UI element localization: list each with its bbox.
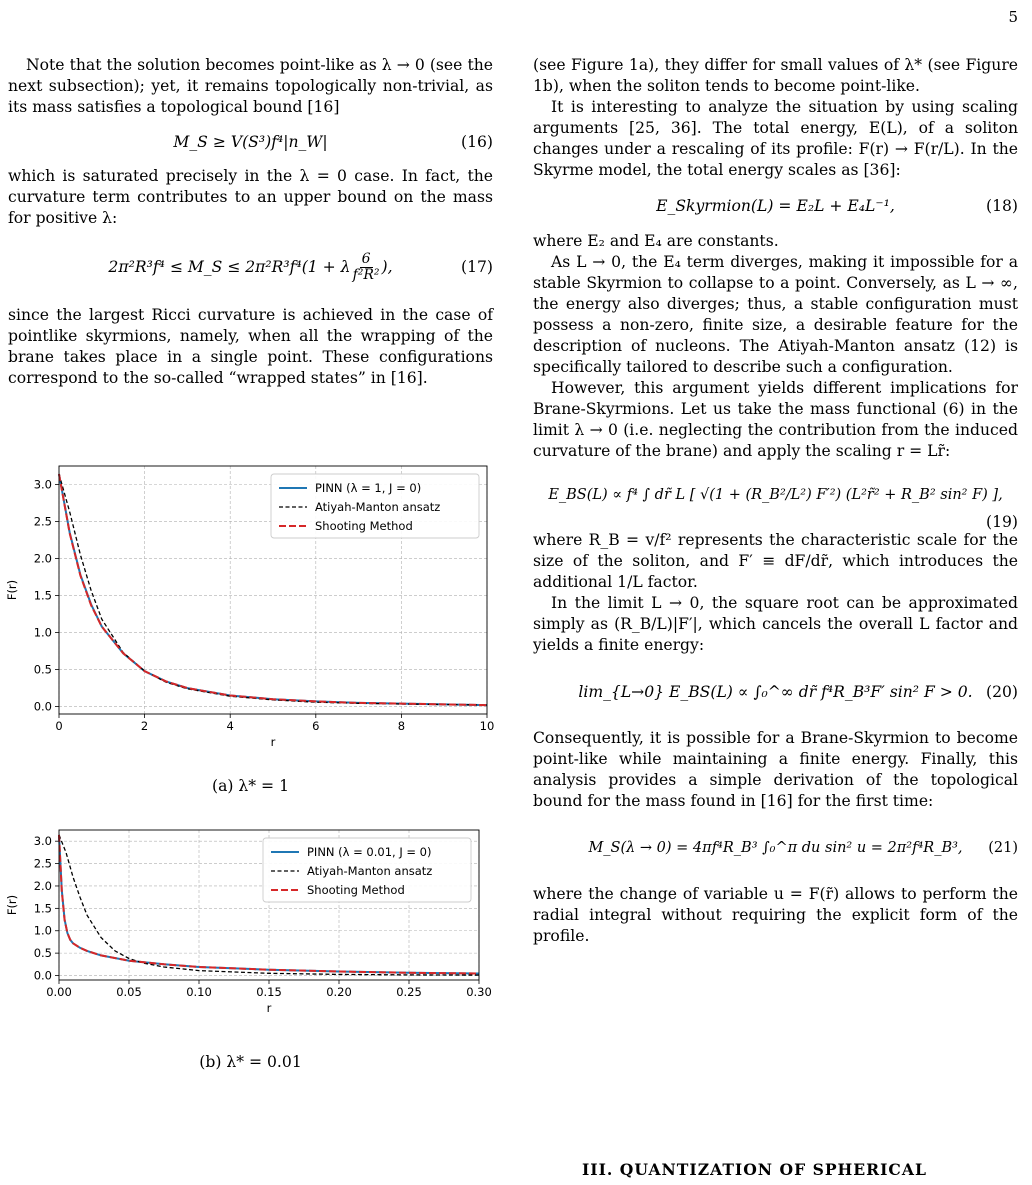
y-tick-label: 2.0 bbox=[33, 878, 52, 893]
y-tick-label: 3.0 bbox=[33, 477, 52, 492]
equation-19-body: E_BS(L) ∝ f⁴ ∫ dr̃ L [ √(1 + (R_B²/L²) F′²) (L²r̃² + R_B² sin² F) ], bbox=[548, 486, 1003, 503]
equation-21-number: (21) bbox=[988, 839, 1018, 856]
equation-17 bbox=[8, 229, 493, 305]
left-paragraph-3: since the largest Ricci curvature is achieved in the case of pointlike skyrmions, namely, when all the wrapping of the brane takes place in a single point. These configurations correspond to the so-called “wrapped states” in [16]. bbox=[8, 306, 493, 387]
y-tick-label: 1.0 bbox=[33, 923, 52, 938]
right-paragraph-6: where R_B = v/f² represents the characteristic scale for the size of the soliton, and F′ ≡ dF/dr̃, which introduces the additional 1/L factor. bbox=[533, 531, 1018, 591]
x-tick-label: 8 bbox=[397, 719, 406, 733]
figure-1a-chart bbox=[4, 458, 496, 758]
y-tick-label: 0.0 bbox=[33, 968, 52, 983]
equation-20-number: (20) bbox=[985, 682, 1018, 701]
figure-1b-caption: (b) λ* = 0.01 bbox=[199, 1053, 302, 1071]
equation-18 bbox=[533, 181, 1018, 231]
x-tick-label: 0.25 bbox=[396, 985, 422, 999]
x-tick-label: 0 bbox=[55, 719, 63, 733]
equation-17-right: ), bbox=[381, 257, 393, 276]
right-paragraph-3: where E₂ and E₄ are constants. bbox=[533, 232, 779, 250]
legend-label: Shooting Method bbox=[315, 519, 413, 533]
page-number: 5 bbox=[1008, 8, 1018, 26]
right-paragraph-9: where the change of variable u = F(r̃) allows to perform the radial integral without requiring the explicit form of the profile. bbox=[533, 885, 1018, 945]
legend-label: Atiyah-Manton ansatz bbox=[307, 864, 433, 878]
x-tick-label: 4 bbox=[226, 719, 234, 733]
section-heading: III. QUANTIZATION OF SPHERICAL bbox=[582, 1160, 927, 1179]
equation-17-numerator: 6 bbox=[361, 250, 371, 267]
equation-18-number: (18) bbox=[985, 196, 1018, 215]
equation-17-number: (17) bbox=[460, 257, 493, 276]
equation-21-body: M_S(λ → 0) = 4πf⁴R_B³ ∫₀^π du sin² u = 2π²f⁴R_B³, bbox=[588, 839, 963, 856]
legend-label: PINN (λ = 1, J = 0) bbox=[315, 481, 422, 495]
equation-17-left: 2π²R³f⁴ ≤ M_S ≤ 2π²R³f⁴(1 + λ bbox=[108, 257, 351, 276]
figure-1a-caption: (a) λ* = 1 bbox=[211, 777, 289, 795]
y-tick-label: 2.5 bbox=[33, 514, 52, 529]
y-tick-label: 1.0 bbox=[33, 625, 52, 640]
y-axis-label: F(r) bbox=[5, 579, 19, 601]
x-tick-label: 0.10 bbox=[186, 985, 212, 999]
left-column bbox=[8, 55, 493, 389]
figure-1b-chart bbox=[4, 826, 496, 1026]
legend-label: Shooting Method bbox=[307, 883, 405, 897]
x-tick-label: 10 bbox=[479, 719, 495, 733]
y-tick-label: 2.0 bbox=[33, 551, 52, 566]
x-tick-label: 0.20 bbox=[326, 985, 352, 999]
y-tick-label: 0.5 bbox=[33, 662, 52, 677]
x-tick-label: 6 bbox=[312, 719, 320, 733]
right-paragraph-2: It is interesting to analyze the situation by using scaling arguments [25, 36]. The total energy, E(L), of a soliton changes under a rescaling of its profile: F(r) → F(r/L). In the Skyrme model, the total energy scales as [36]: bbox=[533, 98, 1018, 179]
legend-label: PINN (λ = 0.01, J = 0) bbox=[307, 845, 432, 859]
x-tick-label: 0.05 bbox=[116, 985, 142, 999]
right-paragraph-4: As L → 0, the E₄ term diverges, making it impossible for a stable Skyrmion to collapse to a point. Conversely, as L → ∞, the energy also diverges; thus, a stable configuration must possess a non-zero, finite size, a desirable feature for the description of nucleons. The Atiyah-Manton ansatz (12) is specifically tailored to describe such a configuration. bbox=[533, 253, 1018, 376]
y-axis-label: F(r) bbox=[5, 894, 19, 916]
x-tick-label: 0.15 bbox=[256, 985, 282, 999]
right-paragraph-7: In the limit L → 0, the square root can be approximated simply as (R_B/L)|F′|, which cancels the overall L factor and yields a finite energy: bbox=[533, 594, 1018, 654]
equation-17-fraction bbox=[353, 252, 380, 283]
x-tick-label: 2 bbox=[140, 719, 149, 733]
y-tick-label: 2.5 bbox=[33, 856, 52, 871]
y-tick-label: 0.5 bbox=[33, 946, 52, 961]
y-tick-label: 1.5 bbox=[33, 901, 52, 916]
right-column bbox=[533, 55, 1018, 947]
x-tick-label: 0.30 bbox=[466, 985, 492, 999]
x-tick-label: 0.00 bbox=[46, 985, 72, 999]
y-tick-label: 0.0 bbox=[33, 699, 52, 714]
equation-21 bbox=[533, 812, 1018, 884]
right-paragraph-8: Consequently, it is possible for a Brane-Skyrmion to become point-like while maintaining a finite energy. Finally, this analysis provides a simple derivation of the topological bound for the mass found in [16] for the first time: bbox=[533, 729, 1018, 810]
x-axis-label: r bbox=[270, 735, 276, 749]
left-paragraph-1: Note that the solution becomes point-like as λ → 0 (see the next subsection); yet, it remains topologically non-trivial, as its mass satisfies a topological bound [16] bbox=[8, 56, 493, 116]
right-paragraph-5: However, this argument yields different implications for Brane-Skyrmions. Let us take the mass functional (6) in the limit λ → 0 (i.e. neglecting the contribution from the induced curvature of the brane) and apply the scaling r = Lr̃: bbox=[533, 379, 1018, 460]
equation-18-body: E_Skyrmion(L) = E₂L + E₄L⁻¹, bbox=[656, 196, 895, 215]
right-paragraph-1: (see Figure 1a), they differ for small values of λ* (see Figure 1b), when the soliton tends to become point-like. bbox=[533, 56, 1018, 95]
x-axis-label: r bbox=[266, 1001, 272, 1015]
equation-20 bbox=[533, 656, 1018, 728]
y-tick-label: 3.0 bbox=[33, 834, 52, 849]
legend-label: Atiyah-Manton ansatz bbox=[315, 500, 441, 514]
left-paragraph-2: which is saturated precisely in the λ = 0 case. In fact, the curvature term contributes to an upper bound on the mass for positive λ: bbox=[8, 167, 493, 227]
equation-16-body: M_S ≥ V(S³)f⁴|n_W| bbox=[173, 132, 328, 151]
y-tick-label: 1.5 bbox=[33, 588, 52, 603]
equation-19-number: (19) bbox=[985, 512, 1018, 531]
equation-19-number-row bbox=[533, 514, 1018, 530]
equation-16 bbox=[8, 118, 493, 166]
equation-20-body: lim_{L→0} E_BS(L) ∝ ∫₀^∞ dr̃ f⁴R_B³F′ sin² F > 0. bbox=[578, 682, 973, 701]
equation-17-denominator: f²R² bbox=[352, 266, 380, 283]
equation-16-number: (16) bbox=[460, 132, 493, 151]
